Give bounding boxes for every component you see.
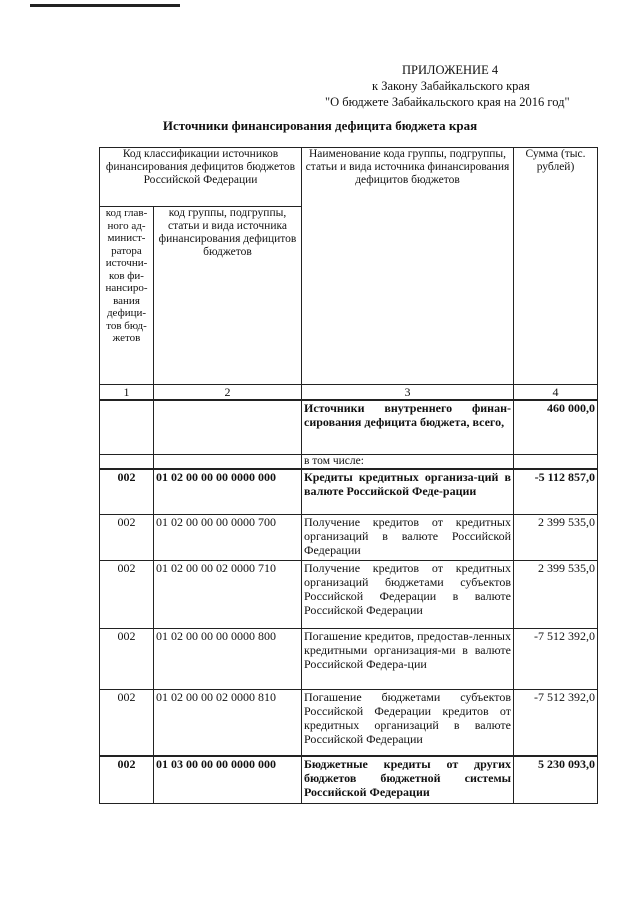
table-row [100, 629, 598, 690]
amount-cell: -7 512 392,0 [514, 629, 598, 690]
amount-cell: 2 399 535,0 [514, 515, 598, 561]
empty-cell [514, 454, 598, 469]
admin-code-cell: 002 [100, 690, 154, 756]
document-title: Источники финансирования дефицита бюджета края [162, 118, 478, 133]
name-cell: Источники внутреннего финан-сирования дефицита бюджета, всего, [302, 400, 514, 454]
header-amount: Сумма (тыс. рублей) [514, 148, 598, 385]
column-number: 4 [514, 385, 598, 401]
column-number: 3 [302, 385, 514, 401]
source-code-cell: 01 02 00 00 00 0000 700 [154, 515, 302, 561]
source-code-cell: 01 02 00 00 02 0000 810 [154, 690, 302, 756]
admin-code-cell: 002 [100, 561, 154, 629]
appendix-number: ПРИЛОЖЕНИЕ 4 [402, 63, 499, 77]
table-row [100, 756, 598, 804]
source-code-cell: 01 03 00 00 00 0000 000 [154, 756, 302, 804]
amount-cell: -7 512 392,0 [514, 690, 598, 756]
column-number: 2 [154, 385, 302, 401]
amount-cell: -5 112 857,0 [514, 469, 598, 515]
source-code-cell: 01 02 00 00 00 0000 000 [154, 469, 302, 515]
admin-code-cell: 002 [100, 515, 154, 561]
admin-code-cell: 002 [100, 629, 154, 690]
name-cell: Получение кредитов от кредитных организаций бюджетами субъектов Российской Федерации в валюте Российской Федерации [302, 561, 514, 629]
table-row-total [100, 400, 598, 454]
admin-code-cell: 002 [100, 756, 154, 804]
top-rule [30, 4, 180, 7]
financing-table [99, 147, 598, 804]
admin-code-cell: 002 [100, 469, 154, 515]
table-row [100, 515, 598, 561]
note-cell: в том числе: [302, 454, 514, 469]
appendix-law: к Закону Забайкальского края [372, 79, 530, 93]
header-admin-code: код глав-ного ад-минист-ратора источни-ков фи-нансиро-вания дефици-тов бюд-жетов [100, 207, 154, 385]
table-row [100, 690, 598, 756]
header-source-code: код группы, подгруппы, статьи и вида источника финансирования дефицитов бюджетов [154, 207, 302, 385]
appendix-header [300, 62, 600, 110]
source-code-cell: 01 02 00 00 02 0000 710 [154, 561, 302, 629]
header-classification-group: Код классификации источников финансирования дефицитов бюджетов Российской Федерации [100, 148, 302, 207]
amount-cell: 2 399 535,0 [514, 561, 598, 629]
name-cell: Погашение бюджетами субъектов Российской Федерации кредитов от кредитных организаций в валюте Российской Федерации [302, 690, 514, 756]
name-cell: Получение кредитов от кредитных организаций в валюте Российской Федерации [302, 515, 514, 561]
header-name: Наименование кода группы, подгруппы, статьи и вида источника финансирования дефицитов бюджетов [302, 148, 514, 385]
empty-cell [154, 454, 302, 469]
amount-cell: 460 000,0 [514, 400, 598, 454]
table-row-note [100, 454, 598, 469]
name-cell: Погашение кредитов, предостав-ленных кредитными организация-ми в валюте Российской Федера-ции [302, 629, 514, 690]
name-cell: Кредиты кредитных организа-ций в валюте Российской Феде-рации [302, 469, 514, 515]
amount-cell: 5 230 093,0 [514, 756, 598, 804]
empty-cell [100, 454, 154, 469]
admin-code-cell [100, 400, 154, 454]
table-row [100, 561, 598, 629]
table-row [100, 469, 598, 515]
source-code-cell [154, 400, 302, 454]
source-code-cell: 01 02 00 00 00 0000 800 [154, 629, 302, 690]
name-cell: Бюджетные кредиты от других бюджетов бюджетной системы Российской Федерации [302, 756, 514, 804]
column-number: 1 [100, 385, 154, 401]
appendix-law-title: "О бюджете Забайкальского края на 2016 год" [325, 95, 570, 109]
